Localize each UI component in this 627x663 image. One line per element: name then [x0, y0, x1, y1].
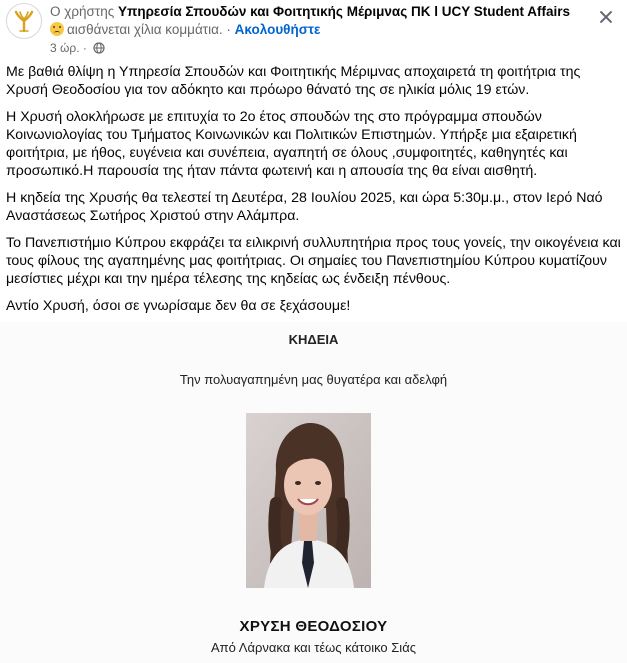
follow-button[interactable]: Ακολουθήστε	[234, 22, 321, 37]
deceased-name: ΧΡΥΣΗ ΘΕΟΔΟΣΙΟΥ	[239, 618, 388, 635]
post-header	[0, 0, 627, 62]
post-paragraph: Η Χρυσή ολοκλήρωσε με επιτυχία το 2ο έτος σπουδών της στο πρόγραμμα σπουδών Κοινωνιολογίας του Τμήματος Κοινωνικών και Πολιτικών Επιστημών. Υπήρξε μια εξαιρετική φοιτήτρια, με ήθος, ευγένεια και συνέπεια, αγαπητή σε όλους ,συμφοιτητές, καθηγητές και προσωπικό.Η παρουσία της ήταν πάντα φωτεινή και η απουσία της θα είναι αισθητή.	[6, 109, 577, 179]
feeling-text: αισθάνεται χίλια κομμάτια.	[67, 22, 223, 37]
header-feeling-line	[50, 21, 320, 38]
timestamp-separator: ·	[79, 41, 91, 55]
post-paragraph: Αντίο Χρυσή, όσοι σε γνωρίσαμε δεν θα σε ξεχάσουμε!	[6, 298, 351, 314]
header-prefix: Ο χρήστης	[50, 4, 115, 19]
portrait-illustration	[246, 413, 371, 588]
header-title-line	[50, 3, 570, 20]
public-globe-icon	[93, 42, 105, 54]
post-timestamp[interactable]: 3 ώρ.	[50, 41, 80, 55]
sad-face-emoji-icon	[50, 22, 64, 36]
post-text	[6, 63, 621, 324]
notice-subtitle: Την πολυαγαπημένη μας θυγατέρα και αδελφή	[179, 372, 448, 387]
post-paragraph: Το Πανεπιστήμιο Κύπρου εκφράζει τα ειλικρινή συλλυπητήρια προς τους γονείς, την οικογένεια και τους φίλους της αγαπημένης μας φοιτήτριας. Οι σημαίες του Πανεπιστημίου Κύπρου κυματίζουν μεσίστιες μέχρι και την ημέρα τέλεσης της κηδείας ως ένδειξη πένθους.	[6, 235, 621, 287]
page-avatar[interactable]	[6, 3, 42, 39]
ucy-logo-icon	[7, 4, 41, 38]
funeral-notice-image[interactable]	[0, 322, 627, 663]
close-icon[interactable]	[597, 8, 615, 26]
header-meta-line	[50, 40, 105, 56]
page-name-link[interactable]: Υπηρεσία Σπουδών και Φοιτητικής Μέριμνας ΠΚ l UCY Student Affairs	[117, 4, 570, 19]
post-paragraph: Η κηδεία της Χρυσής θα τελεστεί τη Δευτέρα, 28 Ιουλίου 2025, και ώρα 5:30μ.μ., στον Ιερό Ναό Αναστάσεως Σωτήρος Χριστού στην Αλάμπρα.	[6, 190, 603, 224]
notice-title: ΚΗΔΕΙΑ	[288, 332, 339, 347]
portrait-photo	[246, 413, 371, 588]
post-paragraph: Με βαθιά θλίψη η Υπηρεσία Σπουδών και Φοιτητικής Μέριμνας αποχαιρετά τη φοιτήτρια της Χρυσή Θεοδοσίου για τον αδόκητο και πρόωρο θάνατό της σε ηλικία μόλις 19 ετών.	[6, 64, 581, 98]
header-separator: ·	[222, 22, 235, 37]
deceased-origin: Από Λάρνακα και τέως κάτοικο Σιάς	[211, 640, 416, 655]
